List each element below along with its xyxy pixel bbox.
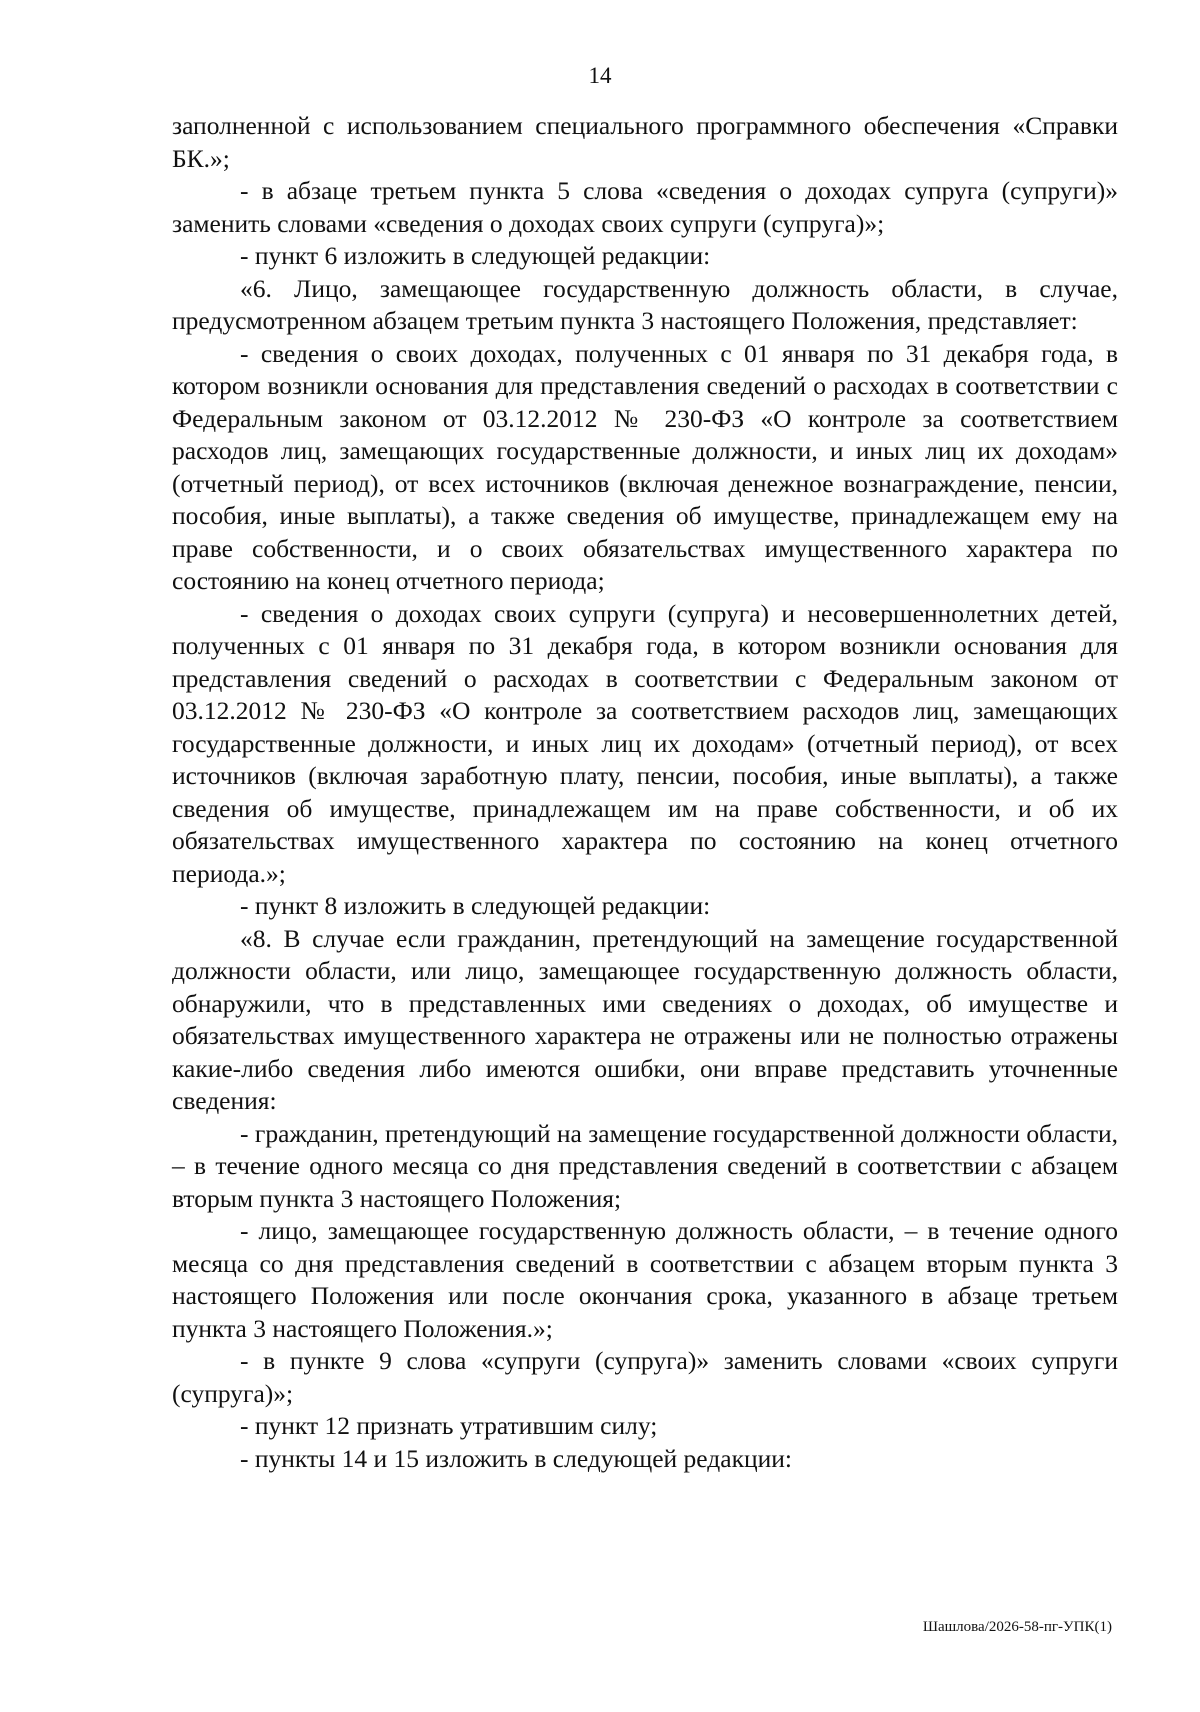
paragraph-item-9: - в пункте 9 слова «супруги (супруга)» заменить словами «своих супруги (супруга)»; — [172, 1346, 1118, 1408]
paragraph-continuation: заполненной с использованием специального программного обеспечения «Справки БК.»; — [172, 111, 1118, 173]
paragraph-own-income: - сведения о своих доходах, полученных с 01 января по 31 декабря года, в котором возникли основания для представления сведений о расходах в соответствии с Федеральным законом от 03.12.2012 № 230-ФЗ «О контроле за соответствием расходов лиц, замещающих государственные должности, и иных лиц их доходам» (отчетный период), от всех источников (включая денежное вознаграждение, пенсии, пособия, иные выплаты), а также сведения об имуществе, принадлежащем ему на праве собственности, и о своих обязательствах имущественного характера по состоянию на конец отчетного периода; — [172, 338, 1118, 595]
footer-document-code: Шашлова/2026-58-пг-УПК(1) — [922, 1619, 1112, 1635]
paragraph-citizen-deadline: - гражданин, претендующий на замещение государственной должности области, – в течение одного месяца со дня представления сведений в соответствии с абзацем вторым пункта 3 настоящего Положения; — [172, 1118, 1118, 1213]
document-body — [172, 110, 1118, 1475]
page-number: 14 — [588, 63, 612, 88]
paragraph-item-8-intro: - пункт 8 изложить в следующей редакции: — [240, 891, 711, 920]
paragraph-item-8-text: «8. В случае если гражданин, претендующий на замещение государственной должности области, или лицо, замещающее государственную должность области, обнаружили, что в представленных ими сведениях о доходах, об имуществе и обязательствах имущественного характера не отражены или не полностью отражены какие-либо сведения либо имеются ошибки, они вправе представить уточненные сведения: — [172, 923, 1118, 1115]
paragraph-item-5: - в абзаце третьем пункта 5 слова «сведения о доходах супруга (супруги)» заменить словами «сведения о доходах своих супруги (супруга)»; — [172, 176, 1118, 238]
paragraph-item-6-text: «6. Лицо, замещающее государственную должность области, в случае, предусмотренном абзацем третьим пункта 3 настоящего Положения, представляет: — [172, 273, 1118, 335]
paragraph-item-12: - пункт 12 признать утратившим силу; — [240, 1411, 658, 1440]
paragraph-official-deadline: - лицо, замещающее государственную должность области, – в течение одного месяца со дня представления сведений в соответствии с абзацем вторым пункта 3 настоящего Положения или после окончания срока, указанного в абзаце третьем пункта 3 настоящего Положения.»; — [172, 1216, 1118, 1343]
paragraph-spouse-income: - сведения о доходах своих супруги (супруга) и несовершеннолетних детей, полученных с 01 января по 31 декабря года, в котором возникли основания для представления сведений о расходах в соответствии с Федеральным законом от 03.12.2012 № 230-ФЗ «О контроле за соответствием расходов лиц, замещающих государственные должности, и иных лиц их доходам» (отчетный период), от всех источников (включая заработную плату, пенсии, пособия, иные выплаты), а также сведения об имуществе, принадлежащем им на праве собственности, и об их обязательствах имущественного характера по состоянию на конец отчетного периода.»; — [172, 598, 1118, 888]
paragraph-item-6-intro: - пункт 6 изложить в следующей редакции: — [240, 241, 711, 270]
paragraph-items-14-15: - пункты 14 и 15 изложить в следующей редакции: — [240, 1443, 792, 1473]
